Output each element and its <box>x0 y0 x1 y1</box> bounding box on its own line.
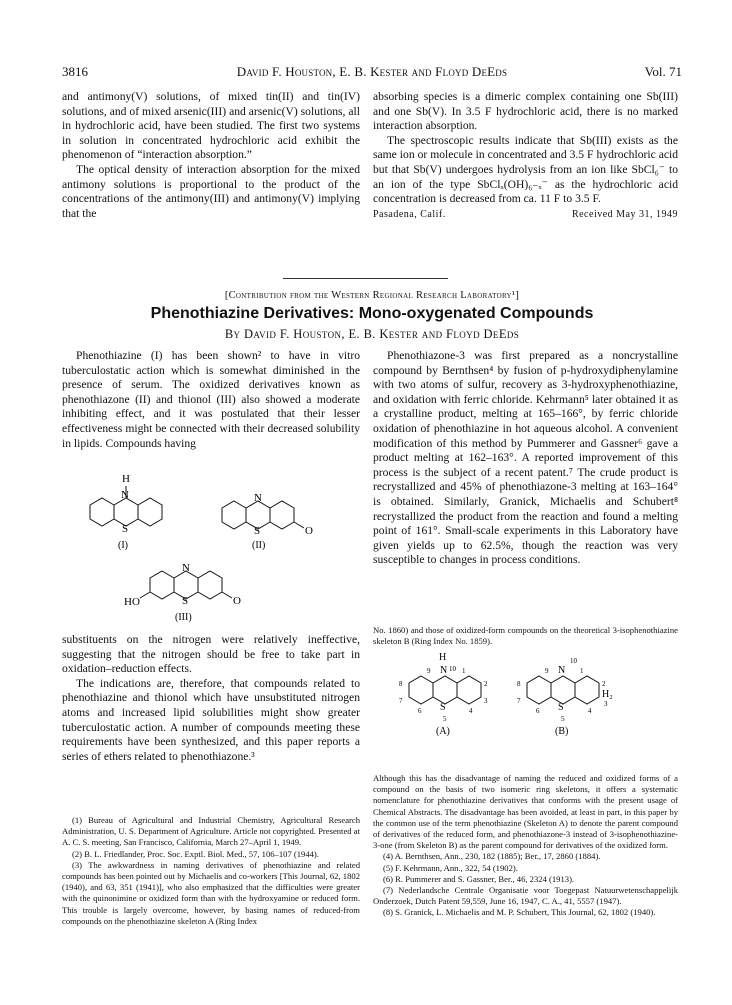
ring-number: 5 <box>561 715 565 723</box>
atom-label: N <box>440 665 448 676</box>
byline: By David F. Houston, E. B. Kester and Floyd DeEds <box>224 327 520 341</box>
volume-label: Vol. 71 <box>644 64 682 79</box>
atom-label: H₂ <box>602 689 613 700</box>
ring-number: 1 <box>580 667 584 675</box>
article-col-left-top <box>62 349 360 451</box>
footnote: (7) Nederlandsche Centrale Organisatie voor Toegepast Natuurwetenschappelijk Onderzoek, Dutch Patent 59,559, June 16, 1947, C. A., 41, 5557 (1947). <box>373 885 678 907</box>
ring-number: 2 <box>484 680 488 688</box>
atom-label: H <box>439 652 447 663</box>
structure-label-III: (III) <box>175 612 192 623</box>
atom-label: O <box>305 525 313 537</box>
footnotes-right <box>373 773 678 919</box>
paragraph-small: Although this has the disadvantage of naming the reduced and oxidized forms of a compound on the basis of two isomeric ring skeletons, it offers a systematic nomenclature for phenothiazine derivatives that conforms with the present usage of Chemical Abstracts. The disadvantage has been avoided, at least in part, in this paper by the common use of the term phenothiazine (Skeleton A) to denote the parent compound of derivatives of the reduced form, and phenothiazone-3 instead of 3-isophenothiazine-3-one (from Skeleton B) as the parent compound for derivatives of the oxidized form. <box>373 773 678 851</box>
atom-label: N <box>182 562 190 574</box>
structures-I-II-III <box>62 468 360 638</box>
ring-number: 3 <box>484 697 488 705</box>
atom-label: S <box>440 702 446 713</box>
footnote: (5) F. Kehrmann, Ann., 322, 54 (1902). <box>383 862 518 873</box>
ring-number: 10 <box>449 665 456 673</box>
footnote: (8) S. Granick, L. Michaelis and M. P. Schubert, This Journal, 62, 1802 (1940). <box>383 907 656 918</box>
ring-number: 1 <box>462 667 466 675</box>
footnotes-left <box>62 815 360 927</box>
location: Pasadena, Calif. <box>373 208 446 220</box>
skeletons-A-B <box>373 650 678 736</box>
structure-label-II: (II) <box>252 540 266 551</box>
article-title: Phenothiazine Derivatives: Mono-oxygenated Compounds <box>150 305 594 322</box>
atom-label: S <box>558 702 564 713</box>
structure-label-I: (I) <box>118 540 128 551</box>
atom-label: S <box>122 523 129 535</box>
ring-number: 3 <box>604 700 608 708</box>
paragraph: The optical density of interaction absorption for the mixed antimony solutions is proportional to the product of the concentrations of the antimony(III) and antimony(V) implying that the <box>62 162 360 220</box>
paragraph: absorbing species is a dimeric complex containing one Sb(III) and one Sb(V). In 3.5 F hydrochloric acid, there is no marked interaction absorption. <box>373 90 678 133</box>
paragraph: substituents on the nitrogen were relatively ineffective, suggesting that the nitrogen should be free to take part in oxidation–reduction effects. <box>62 633 360 676</box>
prev-article-col-left <box>62 90 360 221</box>
signature-line <box>373 208 678 223</box>
ring-number: 9 <box>545 667 549 675</box>
ring-number: 5 <box>443 715 447 723</box>
paragraph: Phenothiazine (I) has been shown² to have in vitro tuberculostatic action which is somewhat diminished in the presence of serum. The oxidized derivatives known as phenothiazone (II) and thionol (III) also showed a moderate inhibiting effect, and it was postulated that their lesser effectiveness might be connected with their decreased solubility in lipids. Compounds having <box>62 349 360 450</box>
ring-number: 9 <box>427 667 431 675</box>
ring-number: 10 <box>570 657 577 665</box>
running-header <box>62 64 682 80</box>
ring-number: 6 <box>536 707 540 715</box>
received-date: Received May 31, 1949 <box>571 208 678 220</box>
article-col-right-small <box>373 625 678 647</box>
article-col-left-bottom <box>62 633 360 764</box>
atom-label: N <box>254 492 262 504</box>
footnote: (2) B. L. Friedlander, Proc. Soc. Exptl. Biol. Med., 57, 106–107 (1944). <box>72 848 319 859</box>
ring-number: 4 <box>469 707 473 715</box>
page-number: 3816 <box>62 64 88 79</box>
section-divider <box>283 278 448 279</box>
ring-number: 2 <box>602 680 606 688</box>
running-title: David F. Houston, E. B. Kester and Floyd DeEds <box>236 64 508 79</box>
atom-label: N <box>558 665 566 676</box>
footnote: (4) A. Bernthsen, Ann., 230, 182 (1885); Ber., 17, 2860 (1884). <box>383 851 601 862</box>
paragraph-small: No. 1860) and those of oxidized-form compounds on the theoretical 3-isophenothiazine skeleton B (Ring Index No. 1859). <box>373 625 678 647</box>
ring-number: 6 <box>418 707 422 715</box>
atom-label: O <box>233 595 241 607</box>
structure-label-B: (B) <box>555 726 569 736</box>
ring-number: 8 <box>517 680 521 688</box>
atom-label: H <box>122 473 130 485</box>
atom-label: N <box>121 489 129 501</box>
ring-number: 4 <box>588 707 592 715</box>
paragraph: The indications are, therefore, that compounds related to phenothiazine and thionol which have unsubstituted nitrogen atoms and increased lipid solubilities might show greater tuberculostatic action. A number of compounds meeting these requirements have been synthesized, and this paper reports a series of ethers related to phenothiazone.³ <box>62 676 360 763</box>
paragraph: The spectroscopic results indicate that Sb(III) exists as the same ion or molecule in concentrated and 3.5 F hydrochloric acid but that Sb(V) undergoes hydrolysis from an ion like SbCl₆⁻ to an ion of the type SbClₓ(OH)₆₋ₓ⁻ as the hydrochloric acid concentration is decreased from ca. 11 F to 3.5 F. <box>373 133 678 206</box>
ring-number: 8 <box>399 680 403 688</box>
article-col-right-top <box>373 349 678 568</box>
atom-label: HO <box>124 596 140 608</box>
structure-label-A: (A) <box>436 726 450 736</box>
ring-number: 7 <box>399 697 403 705</box>
footnote: (3) The awkwardness in naming derivatives of phenothiazine and related compounds has been pointed out by Michaelis and co-workers [This Journal, 62, 1802 (1940), and 63, 351 (1941)], who also emphasized that the difficulties were greater with the quinonimine or oxidized form than with the hydroxyamine or reduced form. This trouble is largely overcome, however, by basing names of reduced-from compounds on the phenothiazine skeleton A (Ring Index <box>62 859 360 926</box>
ring-number: 7 <box>517 697 521 705</box>
footnote: (1) Bureau of Agricultural and Industrial Chemistry, Agricultural Research Administration, U. S. Department of Agriculture. Article not copyrighted. Presented at A. C. S. meeting, San Francisco, California, March 27–April 1, 1949. <box>62 815 360 848</box>
footnote: (6) R. Pummerer and S. Gassner, Ber., 46, 2324 (1913). <box>383 873 575 884</box>
contribution-line: [Contribution from the Western Regional Research Laboratory¹] <box>224 290 520 301</box>
paragraph: and antimony(V) solutions, of mixed tin(II) and tin(IV) solutions, and of mixed arsenic(III) and arsenic(V) solutions, all in hydrochloric acid, have been studied. The first two systems in solution in concentrated hydrochloric acid exhibit the phenomenon of “interaction absorption.” <box>62 90 360 162</box>
atom-label: S <box>254 525 261 537</box>
paragraph: Phenothiazone-3 was first prepared as a noncrystalline compound by Bernthsen⁴ by fusion of p-hydroxydiphenylamine with two atoms of sulfur, recovery as 3-hydroxyphenothiazine, and oxidation with ferric chloride. Kehrmann⁵ later obtained it as a crystalline product, melting at 165–166°, by ferric chloride oxidation of phenothiazine in hot aqueous alcohol. A convenient modification of this method by Pummerer and Gassner⁶ gave a product melting at 162–163°. A reported improvement of this process is the subject of a recent patent.⁷ The crude product is recrystallized and 45% of phenothiazone-3 melting at 163–164° is obtained. Similarly, Granick, Michaelis and Schubert⁸ recrystallized the product from the reaction and found a melting point of 161°. Small-scale experiments in this Laboratory have given yields up to 62.5%, though the reaction was very susceptible to changes in process conditions. <box>373 349 678 567</box>
prev-article-col-right <box>373 90 678 222</box>
atom-label: S <box>182 595 189 607</box>
